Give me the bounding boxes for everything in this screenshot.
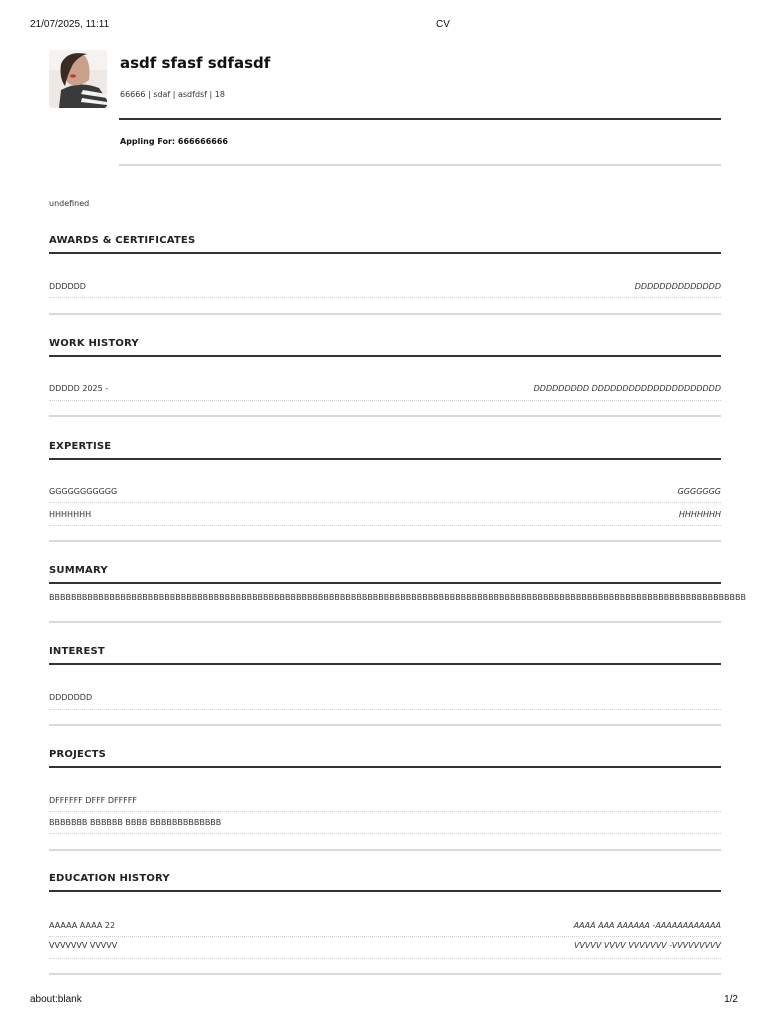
- education-item: AAAAA AAAA 22: [49, 921, 116, 930]
- header-divider: [119, 118, 721, 120]
- row-divider: [49, 525, 721, 526]
- section-divider: [49, 582, 721, 584]
- intro-text: undefined: [49, 199, 90, 208]
- project-item: BBBBBBB BBBBBB BBBB BBBBBBBBBBBBB: [49, 818, 222, 827]
- section-divider: [49, 890, 721, 892]
- section-end-divider: [49, 415, 721, 417]
- section-divider: [49, 458, 721, 460]
- education-detail: VVVVV VVVV VVVVVVV -VVVVVVVVV: [573, 941, 721, 950]
- section-title-education: EDUCATION HISTORY: [49, 873, 170, 884]
- row-divider: [49, 958, 721, 959]
- section-end-divider: [49, 849, 721, 851]
- section-title-interest: INTEREST: [49, 646, 105, 657]
- work-period: DDDDD 2025 -: [49, 384, 109, 393]
- row-divider: [49, 400, 721, 401]
- expertise-level: GGGGGGG: [677, 487, 721, 496]
- profile-photo: [49, 50, 107, 108]
- expertise-skill: HHHHHHH: [49, 510, 92, 519]
- section-divider: [49, 252, 721, 254]
- section-title-work: WORK HISTORY: [49, 338, 139, 349]
- print-title: CV: [436, 19, 450, 30]
- contact-line: 66666 | sdaf | asdfdsf | 18: [120, 90, 225, 99]
- section-divider: [49, 355, 721, 357]
- work-role: DDDDDDDDD DDDDDDDDDDDDDDDDDDDDD: [533, 384, 721, 393]
- education-item: VVVVVVV VVVVV: [49, 941, 118, 950]
- applying-for: Appling For: 666666666: [120, 137, 228, 146]
- section-end-divider: [49, 313, 721, 315]
- section-divider: [49, 663, 721, 665]
- section-end-divider: [49, 973, 721, 975]
- section-title-awards: AWARDS & CERTIFICATES: [49, 235, 196, 246]
- applying-divider: [119, 164, 721, 166]
- expertise-level: HHHHHHH: [678, 510, 721, 519]
- education-detail: AAAA AAA AAAAAA -AAAAAAAAAAAA: [573, 921, 721, 930]
- section-end-divider: [49, 540, 721, 542]
- row-divider: [49, 709, 721, 710]
- row-divider: [49, 936, 721, 937]
- summary-text: BBBBBBBBBBBBBBBBBBBBBBBBBBBBBBBBBBBBBBBBBBBBBBBBBBBBBBBBBBBBBBBBBBBBBBBBBBBBBBBBBBBBBBBBBBBBBBBBBBBBBBBBBBBBBBBBBBBBBBBBBBBBBBB: [49, 593, 747, 602]
- row-divider: [49, 811, 721, 812]
- row-divider: [49, 297, 721, 298]
- print-datetime: 21/07/2025, 11:11: [30, 19, 110, 30]
- section-title-summary: SUMMARY: [49, 565, 108, 576]
- award-issuer: DDDDDDDDDDDDDD: [634, 282, 721, 291]
- row-divider: [49, 502, 721, 503]
- print-page-number: 1/2: [724, 994, 738, 1005]
- candidate-name: asdf sfasf sdfasdf: [120, 54, 271, 72]
- row-divider: [49, 833, 721, 834]
- award-name: DDDDDD: [49, 282, 86, 291]
- print-url: about:blank: [30, 994, 82, 1005]
- section-title-projects: PROJECTS: [49, 749, 107, 760]
- section-divider: [49, 766, 721, 768]
- section-end-divider: [49, 621, 721, 623]
- section-title-expertise: EXPERTISE: [49, 441, 112, 452]
- expertise-skill: GGGGGGGGGGG: [49, 487, 118, 496]
- interest-item: DDDDDDD: [49, 693, 93, 702]
- project-item: DFFFFFF DFFF DFFFFF: [49, 796, 137, 805]
- section-end-divider: [49, 724, 721, 726]
